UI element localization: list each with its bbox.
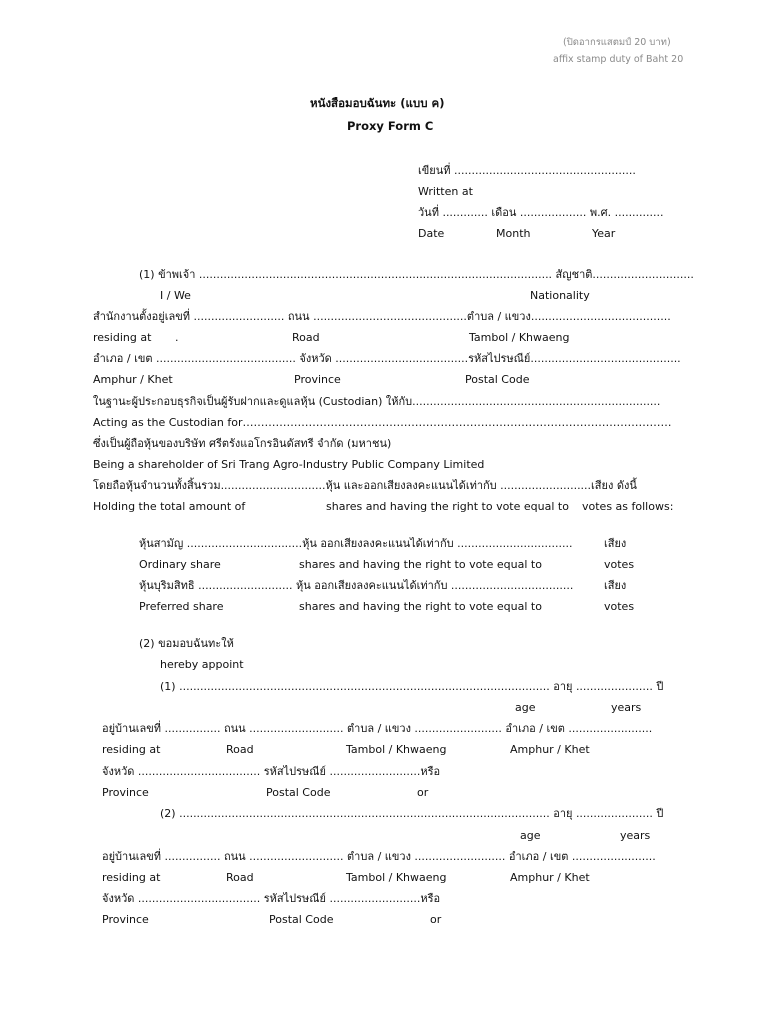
form-title-en: Proxy Form C [347,119,434,133]
we-label: I / We [160,289,191,302]
proxy1-province-label: Province [102,786,149,799]
province-label: Province [294,373,341,386]
proxy2-residing-label: residing at [102,871,161,884]
custodian-en-field[interactable]: Acting as the Custodian for……………………………………………………………………………………………………… [93,416,672,429]
preferred-share-label: Preferred share [139,600,224,613]
tambol-label: Tambol / Khwaeng [469,331,570,344]
amphur-label: Amphur / Khet [93,373,173,386]
proxy2-name-field[interactable]: (2) .......................................................................................................... อายุ ...................... ปี [160,807,664,820]
proxy1-province-field[interactable]: จังหวัด ................................... รหัสไปรษณีย์ ..........................หรือ [102,765,441,778]
ordinary-votes-label: votes [604,558,635,571]
month-label: Month [496,227,531,240]
preferred-share-field[interactable]: หุ้นบุริมสิทธิ ........................... หุ้น ออกเสียงลงคะแนนได้เท่ากับ ................................... [139,579,574,592]
written-at-label: Written at [418,185,473,198]
proxy2-amphur-label: Amphur / Khet [510,871,590,884]
residing-dot: . [175,331,179,344]
shareholder-name-field[interactable]: (1) ข้าพเจ้า ..................................................................................................... สัญชาติ............................. [139,268,694,281]
stamp-note-en: affix stamp duty of Baht 20 [553,54,684,65]
proxy1-age-label: age [515,701,536,714]
proxy1-postal-label: Postal Code [266,786,331,799]
shareholder-company-thai: ซึ่งเป็นผู้ถือหุ้นของบริษัท ศรีตรังแอโกรอินดัสทรี จำกัด (มหาชน) [93,437,392,450]
custodian-field[interactable]: ในฐานะผู้ประกอบธุรกิจเป็นผู้รับฝากและดูแลหุ้น (Custodian) ให้กับ....................................................................... [93,395,661,408]
total-holding-field[interactable]: โดยถือหุ้นจำนวนทั้งสิ้นรวม..............................หุ้น และออกเสียงลงคะแนนได้เท่ากับ ..........................เสียง ดังนี้ [93,479,637,492]
written-at-field[interactable]: เขียนที่ .................................................... [418,164,636,177]
ordinary-vote-unit: เสียง [604,537,627,550]
proxy2-age-label: age [520,829,541,842]
amphur-province-field[interactable]: อำเภอ / เขต ........................................ จังหวัด ......................................รหัสไปรษณีย์........................................... [93,352,681,365]
stamp-note-thai: (ปิดอากรแสตมป์ 20 บาท) [563,37,671,48]
proxy1-address-field[interactable]: อยู่บ้านเลขที่ ................ ถนน ........................... ตำบล / แขวง ......................... อำเภอ / เขต ........................ [102,722,653,735]
shareholder-company-en: Being a shareholder of Sri Trang Agro-Industry Public Company Limited [93,458,485,471]
road-label: Road [292,331,320,344]
appoint-heading-thai: (2) ขอมอบฉันทะให้ [139,637,234,650]
proxy2-road-label: Road [226,871,254,884]
proxy2-province-label: Province [102,913,149,926]
ordinary-share-label: Ordinary share [139,558,221,571]
ordinary-shares-vote-label: shares and having the right to vote equal to [299,558,542,571]
votes-as-follows-label: votes as follows: [582,500,674,513]
ordinary-share-field[interactable]: หุ้นสามัญ .................................หุ้น ออกเสียงลงคะแนนได้เท่ากับ ................................. [139,537,573,550]
proxy2-years-label: years [620,829,651,842]
proxy1-road-label: Road [226,743,254,756]
proxy1-or-label: or [417,786,429,799]
proxy2-tambol-label: Tambol / Khwaeng [346,871,447,884]
preferred-shares-vote-label: shares and having the right to vote equal to [299,600,542,613]
date-field[interactable]: วันที่ ............. เดือน ................... พ.ศ. .............. [418,206,664,219]
proxy1-amphur-label: Amphur / Khet [510,743,590,756]
residing-label: residing at [93,331,152,344]
proxy1-name-field[interactable]: (1) .......................................................................................................... อายุ ...................... ปี [160,680,664,693]
preferred-vote-unit: เสียง [604,579,627,592]
proxy1-residing-label: residing at [102,743,161,756]
proxy2-postal-label: Postal Code [269,913,334,926]
proxy2-province-field[interactable]: จังหวัด ................................... รหัสไปรษณีย์ ..........................หรือ [102,892,441,905]
proxy2-address-field[interactable]: อยู่บ้านเลขที่ ................ ถนน ........................... ตำบล / แขวง .......................... อำเภอ / เขต ........................ [102,850,656,863]
form-title-thai: หนังสือมอบฉันทะ (แบบ ค) [310,96,445,110]
holding-label: Holding the total amount of [93,500,246,513]
year-label: Year [592,227,616,240]
preferred-votes-label: votes [604,600,635,613]
proxy2-or-label: or [430,913,442,926]
appoint-heading-en: hereby appoint [160,658,244,671]
shares-vote-label: shares and having the right to vote equal to [326,500,569,513]
postal-code-label: Postal Code [465,373,530,386]
proxy1-years-label: years [611,701,642,714]
office-address-field[interactable]: สำนักงานตั้งอยู่เลขที่ .......................... ถนน ............................................ตำบล / แขวง........................................ [93,310,671,323]
nationality-label: Nationality [530,289,590,302]
date-label: Date [418,227,445,240]
proxy1-tambol-label: Tambol / Khwaeng [346,743,447,756]
